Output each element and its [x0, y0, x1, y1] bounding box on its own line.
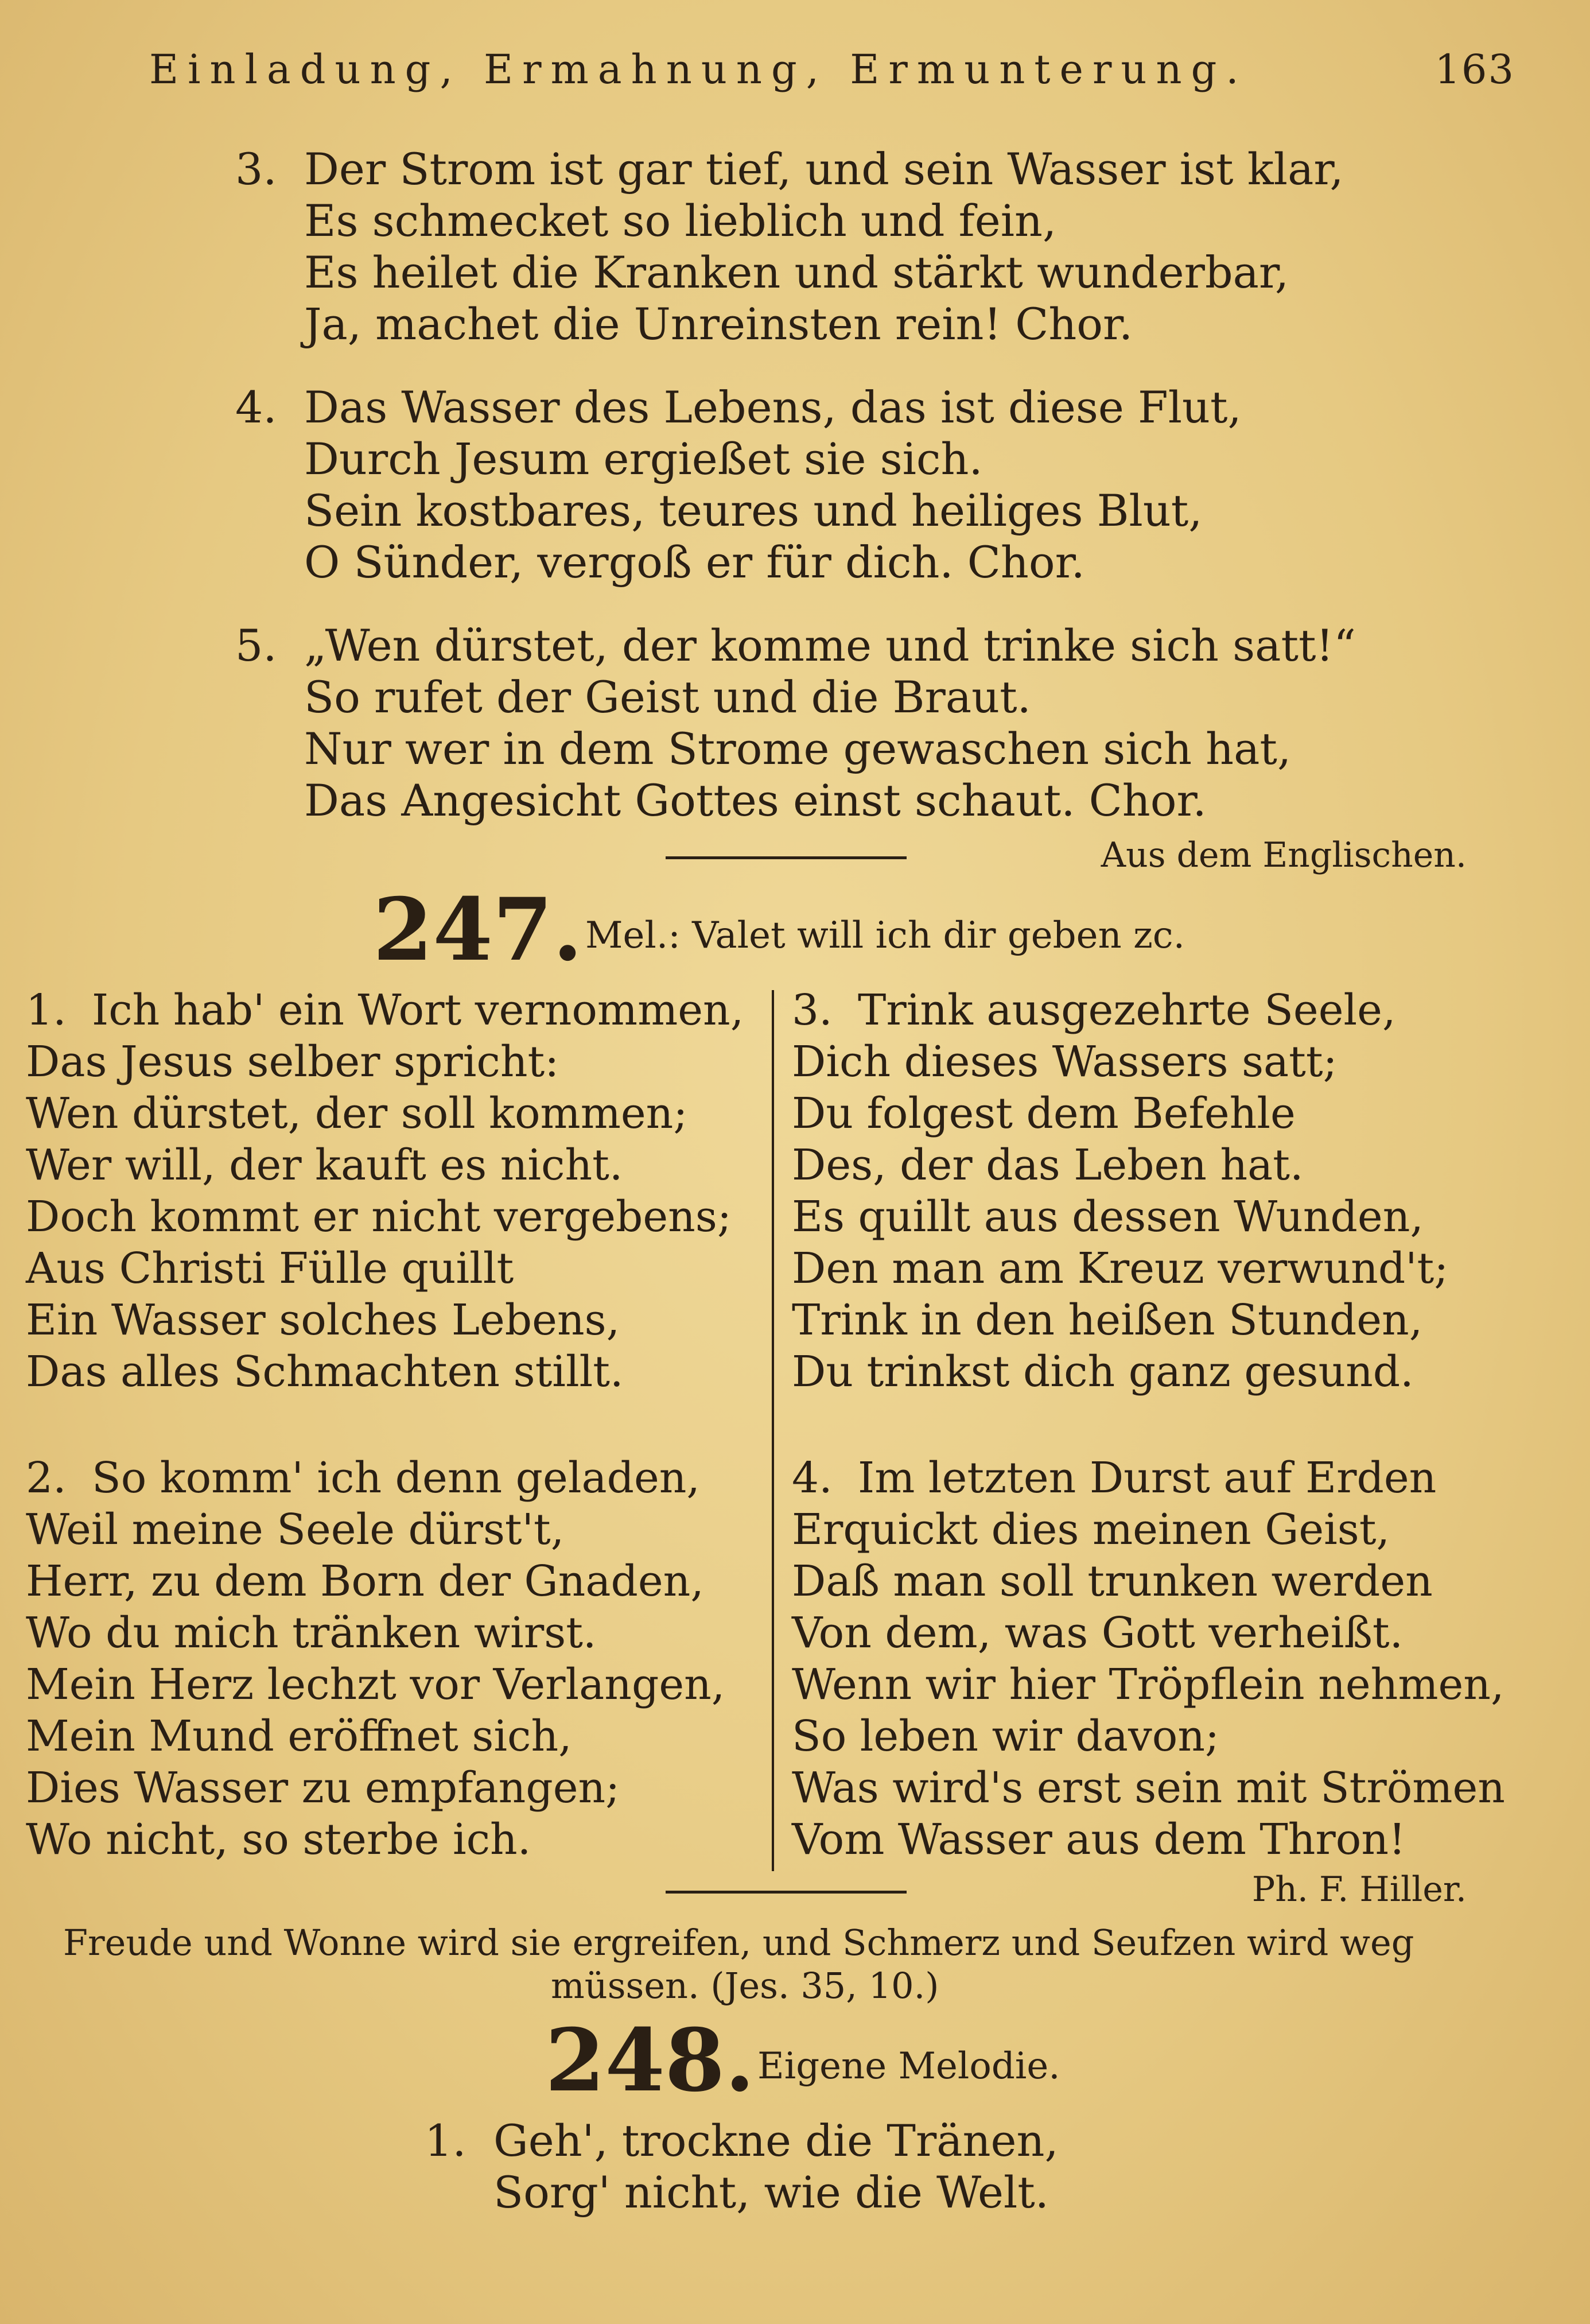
verse-line: Vom Wasser aus dem Thron!: [792, 1815, 1406, 1864]
melody-note: Mel.: Valet will ich dir geben zc.: [585, 914, 1185, 957]
verse-number: 5.: [235, 620, 277, 671]
verse-line: Von dem, was Gott verheißt.: [792, 1608, 1404, 1658]
verse-number: 1.: [425, 2115, 466, 2166]
verse-line: Wo du mich tränken wirst.: [26, 1608, 597, 1658]
verse-line: Du folgest dem Befehle: [792, 1089, 1296, 1138]
verse-line: So leben wir davon;: [792, 1712, 1219, 1761]
verse-line: Doch kommt er nicht vergebens;: [26, 1192, 732, 1241]
verse-line: Das Jesus selber spricht:: [26, 1037, 559, 1087]
verse-number: 4.: [792, 1453, 833, 1503]
verse-line: Nur wer in dem Strome gewaschen sich hat,: [304, 723, 1292, 774]
column-divider: [772, 990, 774, 1871]
verse-line: Wenn wir hier Tröpflein nehmen,: [792, 1660, 1505, 1709]
verse-line: Aus Christi Fülle quillt: [26, 1244, 514, 1293]
verse-number: 3.: [792, 986, 833, 1035]
verse-line: Dich dieses Wassers satt;: [792, 1037, 1338, 1087]
verse-line: Es quillt aus dessen Wunden,: [792, 1192, 1424, 1241]
verse-line: Es heilet die Kranken und stärkt wunderbar,: [304, 247, 1289, 298]
verse-line: So rufet der Geist und die Braut.: [304, 672, 1031, 723]
verse-line: Was wird's erst sein mit Strömen: [792, 1763, 1505, 1813]
author-note: Ph. F. Hiller.: [1251, 1869, 1467, 1910]
motto-line: müssen. (Jes. 35, 10.): [551, 1965, 939, 2007]
verse-number: 3.: [235, 143, 277, 195]
verse-line: O Sünder, vergoß er für dich. Chor.: [304, 537, 1085, 588]
verse-line: So komm' ich denn geladen,: [92, 1453, 700, 1503]
section-divider: [666, 856, 907, 859]
verse-number: 2.: [26, 1453, 67, 1503]
verse-line: Mein Herz lechzt vor Verlangen,: [26, 1660, 725, 1709]
source-note: Aus dem Englischen.: [1101, 835, 1467, 875]
verse-line: Ich hab' ein Wort vernommen,: [92, 986, 744, 1035]
verse-line: Daß man soll trunken werden: [792, 1557, 1433, 1606]
verse-line: Herr, zu dem Born der Gnaden,: [26, 1557, 704, 1606]
verse-line: Trink ausgezehrte Seele,: [858, 986, 1396, 1035]
verse-line: Weil meine Seele dürst't,: [26, 1505, 565, 1554]
verse-line: Mein Mund eröffnet sich,: [26, 1712, 572, 1761]
verse-number: 4.: [235, 382, 277, 433]
verse-line: Sorg' nicht, wie die Welt.: [493, 2167, 1049, 2218]
running-title: Einladung, Ermahnung, Ermunterung.: [149, 46, 1248, 93]
page-header: [149, 46, 1515, 109]
motto-line: Freude und Wonne wird sie ergreifen, und Schmerz und Seufzen wird weg: [63, 1922, 1414, 1964]
verse-line: Sein kostbares, teures und heiliges Blut,: [304, 485, 1203, 536]
verse-line: Der Strom ist gar tief, und sein Wasser ist klar,: [304, 143, 1344, 195]
verse-line: „Wen dürstet, der komme und trinke sich satt!“: [304, 620, 1356, 671]
verse-line: Geh', trockne die Tränen,: [493, 2115, 1059, 2166]
page-number: 163: [1435, 46, 1515, 93]
verse-line: Im letzten Durst auf Erden: [858, 1453, 1437, 1503]
melody-note: Eigene Melodie.: [757, 2045, 1060, 2088]
section-divider: [666, 1891, 907, 1894]
verse-line: Wen dürstet, der soll kommen;: [26, 1089, 688, 1138]
verse-line: Das Wasser des Lebens, das ist diese Flut,: [304, 382, 1242, 433]
verse-number: 1.: [26, 986, 67, 1035]
verse-line: Das alles Schmachten stillt.: [26, 1347, 624, 1396]
verse-line: Des, der das Leben hat.: [792, 1140, 1304, 1190]
verse-line: Wer will, der kauft es nicht.: [26, 1140, 623, 1190]
verse-line: Durch Jesum ergießet sie sich.: [304, 433, 983, 484]
verse-line: Ein Wasser solches Lebens,: [26, 1295, 620, 1345]
verse-line: Das Angesicht Gottes einst schaut. Chor.: [304, 775, 1207, 826]
verse-line: Du trinkst dich ganz gesund.: [792, 1347, 1414, 1396]
verse-line: Erquickt dies meinen Geist,: [792, 1505, 1390, 1554]
verse-line: Den man am Kreuz verwund't;: [792, 1244, 1449, 1293]
verse-line: Ja, machet die Unreinsten rein! Chor.: [304, 298, 1133, 350]
verse-line: Wo nicht, so sterbe ich.: [26, 1815, 531, 1864]
hymn-number: 248.: [545, 2010, 755, 2111]
hymn-number: 247.: [373, 879, 583, 980]
verse-line: Es schmecket so lieblich und fein,: [304, 195, 1057, 246]
verse-line: Dies Wasser zu empfangen;: [26, 1763, 620, 1813]
verse-line: Trink in den heißen Stunden,: [792, 1295, 1423, 1345]
